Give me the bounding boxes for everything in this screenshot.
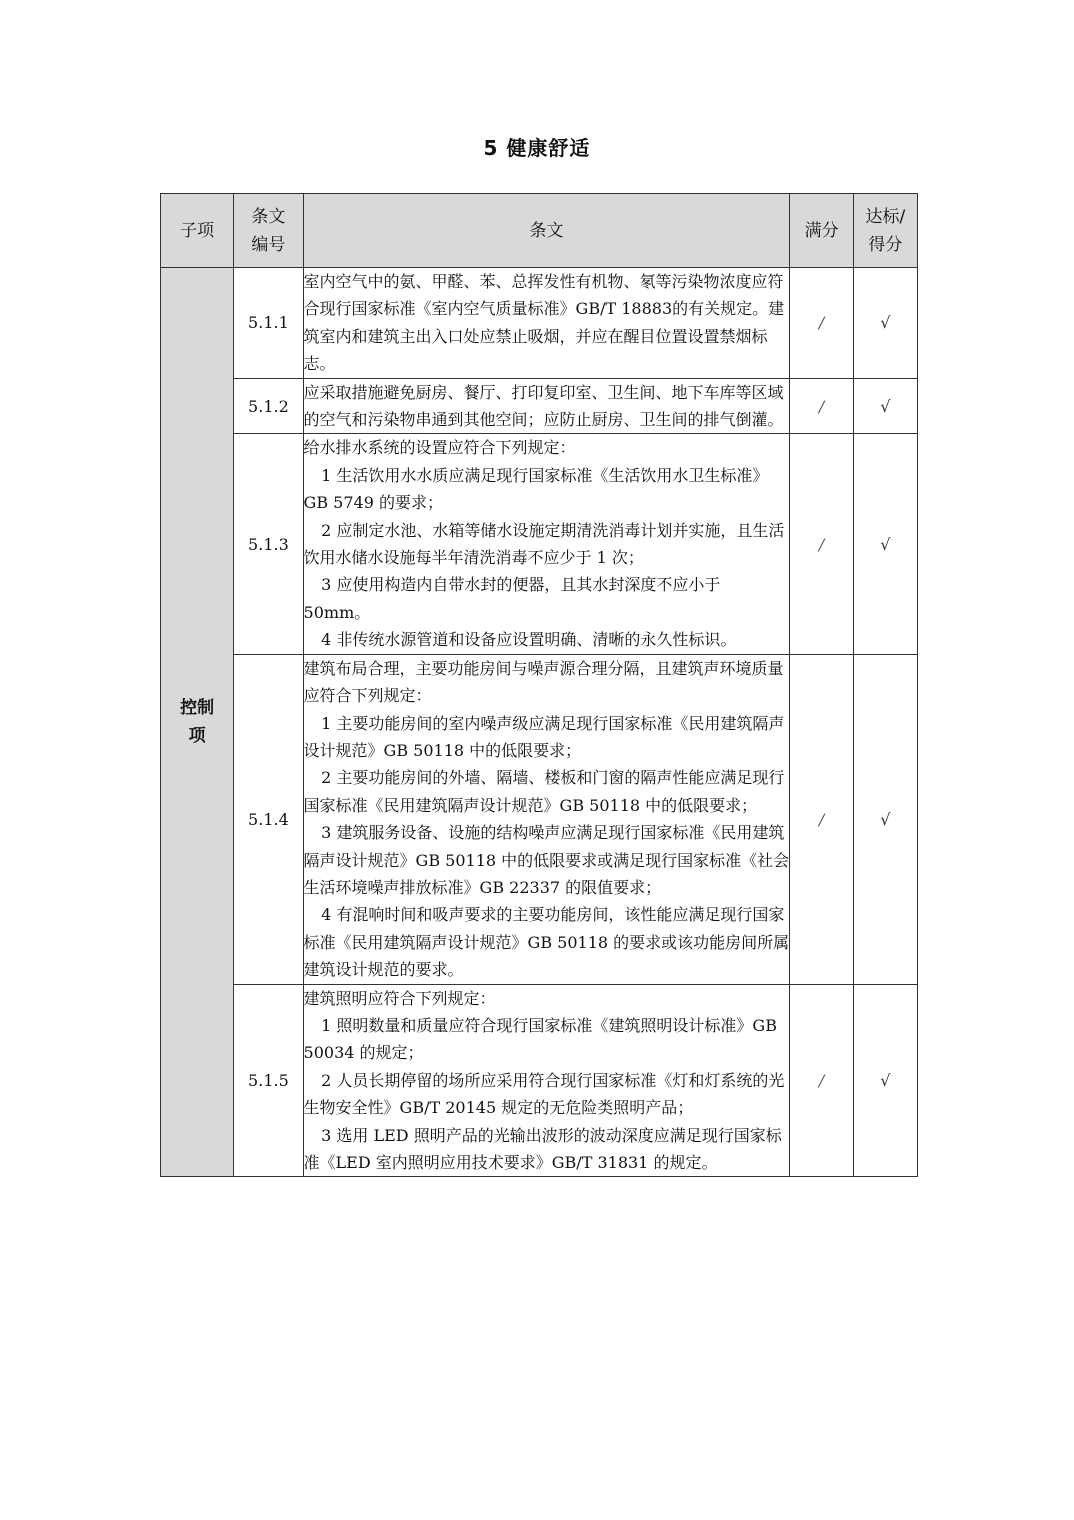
clause-number: 5.1.2 (234, 378, 303, 434)
score-check-cell: √ (853, 434, 917, 654)
clause-number: 5.1.4 (234, 654, 303, 984)
category-label: 控制 (180, 698, 215, 719)
score-check-cell: √ (853, 984, 917, 1177)
table-row (161, 984, 918, 1177)
clause-number: 5.1.5 (234, 984, 303, 1177)
full-score-cell: / (790, 984, 853, 1177)
clause-item: 2 人员长期停留的场所应采用符合现行国家标准《灯和灯系统的光生物安全性》GB/T 20145 规定的无危险类照明产品； (303, 1070, 785, 1118)
clause-item: 3 建筑服务设备、设施的结构噪声应满足现行国家标准《民用建筑隔声设计规范》GB 50118 中的低限要求或满足现行国家标准《社会生活环境噪声排放标准》GB 22337 的限值要求； (303, 823, 790, 897)
table-row (161, 654, 918, 984)
header-full-score-label: 满分 (804, 220, 839, 241)
header-score-line2: 得分 (868, 234, 903, 255)
clause-table (160, 193, 918, 1177)
clause-item: 1 生活饮用水水质应满足现行国家标准《生活饮用水卫生标准》GB 5749 的要求； (303, 465, 769, 513)
header-clause-no-line1: 条文 (251, 206, 286, 227)
clause-text (303, 268, 790, 379)
header-score (853, 194, 917, 268)
clause-text (303, 378, 790, 434)
header-clause-no-line2: 编号 (251, 234, 286, 255)
clause-item: 4 有混响时间和吸声要求的主要功能房间，该性能应满足现行国家标准《民用建筑隔声设计规范》GB 50118 的要求或该功能房间所属建筑设计规范的要求。 (303, 905, 790, 980)
clause-text (303, 984, 790, 1177)
clause-number: 5.1.1 (234, 268, 303, 379)
score-check-cell: √ (853, 378, 917, 434)
full-score-cell: / (790, 268, 853, 379)
clause-number: 5.1.3 (234, 434, 303, 654)
clause-item: 3 选用 LED 照明产品的光输出波形的波动深度应满足现行国家标准《LED 室内照明应用技术要求》GB/T 31831 的规定。 (303, 1125, 782, 1172)
header-clause-no (234, 194, 303, 268)
table-row (161, 268, 918, 379)
header-category-label: 子项 (180, 220, 215, 241)
clause-lead: 建筑布局合理，主要功能房间与噪声源合理分隔，且建筑声环境质量应符合下列规定： (303, 658, 784, 706)
header-clause-label: 条文 (529, 220, 564, 241)
clause-item: 3 应使用构造内自带水封的便器，且其水封深度不应小于 50mm。 (303, 575, 721, 622)
header-full-score (790, 194, 853, 268)
clause-item: 2 应制定水池、水箱等储水设施定期清洗消毒计划并实施，且生活饮用水储水设施每半年清洗消毒不应少于 1 次； (303, 520, 785, 568)
clause-item: 4 非传统水源管道和设备应设置明确、清晰的永久性标识。 (321, 630, 737, 650)
header-score-line1: 达标/ (865, 206, 906, 227)
clause-item: 1 主要功能房间的室内噪声级应满足现行国家标准《民用建筑隔声设计规范》GB 50118 中的低限要求； (303, 713, 785, 760)
category-cell (161, 268, 234, 1177)
clause-item: 2 主要功能房间的外墙、隔墙、楼板和门窗的隔声性能应满足现行国家标准《民用建筑隔声设计规范》GB 50118 中的低限要求； (303, 768, 785, 815)
full-score-cell: / (790, 434, 853, 654)
clause-lead: 室内空气中的氨、甲醛、苯、总挥发性有机物、氡等污染物浓度应符合现行国家标准《室内空气质量标准》GB/T 18883的有关规定。建筑室内和建筑主出入口处应禁止吸烟，并应在醒目位置设置禁烟标志。 (303, 272, 785, 374)
full-score-cell: / (790, 654, 853, 984)
clause-text (303, 434, 790, 654)
page-title: 5 健康舒适 (483, 136, 591, 160)
clause-item: 1 照明数量和质量应符合现行国家标准《建筑照明设计标准》GB 50034 的规定； (303, 1015, 777, 1063)
table-row (161, 378, 918, 434)
clause-text (303, 654, 790, 984)
full-score-cell: / (790, 378, 853, 434)
header-clause (303, 194, 790, 268)
clause-lead: 给水排水系统的设置应符合下列规定： (303, 438, 576, 458)
score-check-cell: √ (853, 654, 917, 984)
header-category (161, 194, 234, 268)
table-row (161, 434, 918, 654)
table-body (161, 268, 918, 1177)
clause-lead: 建筑照明应符合下列规定： (303, 988, 496, 1008)
clause-lead: 应采取措施避免厨房、餐厅、打印复印室、卫生间、地下车库等区域的空气和污染物串通到其他空间；应防止厨房、卫生间的排气倒灌。 (303, 382, 784, 430)
table-header-row (161, 194, 918, 268)
score-check-cell: √ (853, 268, 917, 379)
category-label: 项 (188, 726, 206, 747)
